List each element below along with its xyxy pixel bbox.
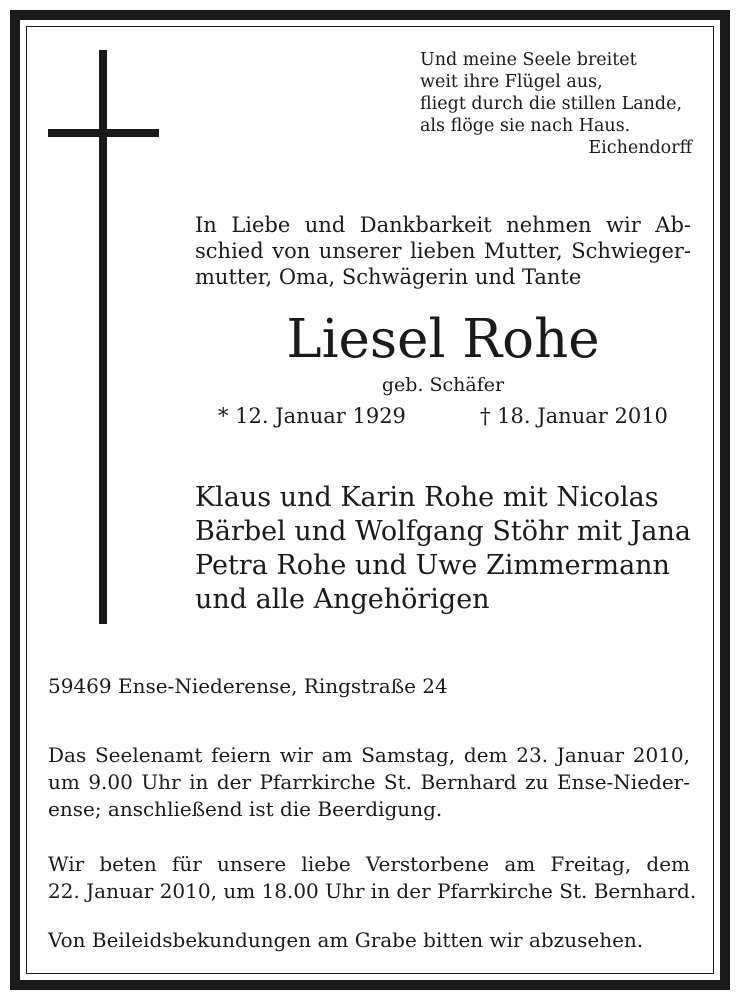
mourner-line: Klaus und Karin Rohe mit Nicolas <box>195 482 659 513</box>
birth-date: * 12. Januar 1929 <box>218 404 406 428</box>
mourner-line: Petra Rohe und Uwe Zimmermann <box>195 550 670 581</box>
paragraph-line: 22. Januar 2010, um 18.00 Uhr in der Pfarrkirche St. Bernhard. <box>48 879 697 903</box>
poem-line: weit ihre Flügel aus, <box>420 72 603 92</box>
mourner-line: und alle Angehörigen <box>195 584 490 615</box>
intro-line: schied von unserer lieben Mutter, Schwieger- <box>195 239 691 263</box>
paragraph-line: Das Seelenamt feiern wir am Samstag, dem 23. Januar 2010, <box>48 743 690 767</box>
intro-line: In Liebe und Dankbarkeit nehmen wir Ab- <box>195 213 691 237</box>
cross-horizontal-bar <box>48 129 159 137</box>
death-date: † 18. Januar 2010 <box>480 404 668 428</box>
intro-text <box>195 212 691 290</box>
paragraph-line: Wir beten für unsere liebe Verstorbene am Freitag, dem <box>48 852 690 876</box>
poem-author: Eichendorff <box>588 138 692 158</box>
family-address: 59469 Ense-Niederense, Ringstraße 24 <box>48 674 448 698</box>
birth-name: geb. Schäfer <box>381 374 505 396</box>
poem-line: als flöge sie nach Haus. <box>420 116 631 136</box>
poem-quote <box>420 49 692 159</box>
poem-line: fliegt durch die stillen Lande, <box>420 94 683 114</box>
paragraph-line: Von Beileidsbekundungen am Grabe bitten wir abzusehen. <box>48 928 644 952</box>
mourners-list <box>195 481 695 617</box>
intro-line: mutter, Oma, Schwägerin und Tante <box>195 265 582 289</box>
prayer-paragraph <box>48 851 697 905</box>
deceased-name: Liesel Rohe <box>286 309 600 370</box>
mourner-line: Bärbel und Wolfgang Stöhr mit Jana <box>195 516 691 547</box>
condolence-paragraph <box>48 927 690 954</box>
paragraph-line: ense; anschließend ist die Beerdigung. <box>48 797 443 821</box>
poem-line: Und meine Seele breitet <box>420 50 637 70</box>
paragraph-line: um 9.00 Uhr in der Pfarrkirche St. Bernhard zu Ense-Nieder- <box>48 770 690 794</box>
funeral-mass-paragraph <box>48 742 690 823</box>
